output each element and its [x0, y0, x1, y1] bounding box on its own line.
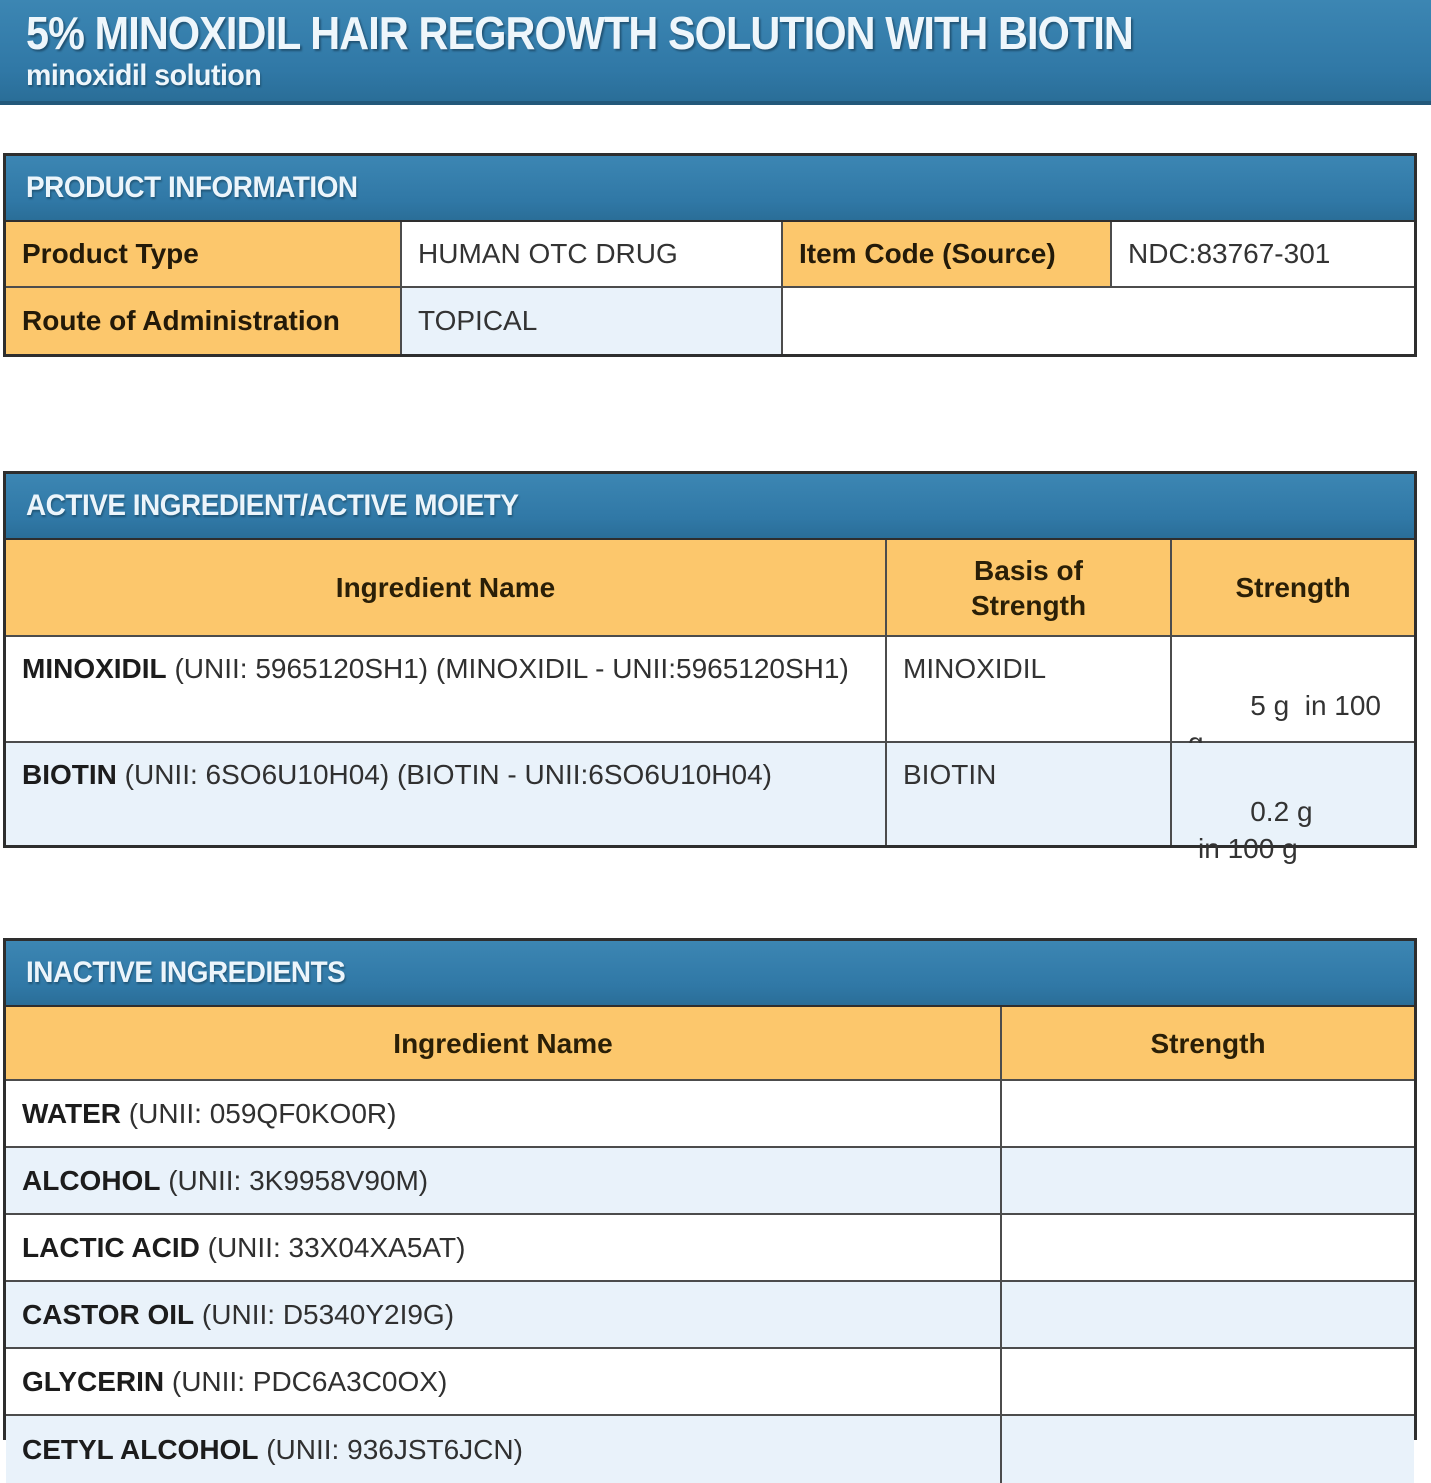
ingredient-detail: (UNII: 6SO6U10H04) (BIOTIN - UNII:6SO6U10H04)	[116, 759, 772, 790]
ingredient-name-cell	[6, 637, 887, 743]
column-header-ingredient-name: Ingredient Name	[6, 1007, 1002, 1081]
strength-cell	[1002, 1215, 1414, 1282]
ingredient-detail: (UNII: 3K9958V90M)	[160, 1164, 429, 1196]
inactive-ingredients-table	[3, 938, 1417, 1465]
strength-cell	[1002, 1416, 1414, 1483]
ingredient-name-cell	[6, 1416, 1002, 1483]
page-title: 5% MINOXIDIL HAIR REGROWTH SOLUTION WITH BIOTIN	[26, 7, 1133, 59]
product-information-table	[3, 153, 1417, 357]
ingredient-name: ALCOHOL	[22, 1164, 161, 1196]
route-of-administration-label: Route of Administration	[6, 288, 402, 354]
ingredient-detail: (UNII: D5340Y2I9G)	[194, 1298, 455, 1330]
ingredient-name: LACTIC ACID	[22, 1231, 200, 1263]
item-code-label: Item Code (Source)	[783, 222, 1112, 288]
product-information-empty-cell	[783, 288, 1414, 354]
inactive-ingredients-grid	[6, 1007, 1414, 1483]
strength-value-line2: in 100 g	[1198, 832, 1298, 864]
strength-cell	[1172, 743, 1414, 864]
ingredient-detail: (UNII: 059QF0KO0R)	[121, 1097, 397, 1129]
ingredient-name: CASTOR OIL	[22, 1298, 195, 1330]
product-information-grid	[6, 222, 1414, 354]
column-header-basis-of-strength: Basis of Strength	[887, 540, 1172, 637]
active-ingredient-table	[3, 471, 1417, 864]
strength-cell	[1002, 1148, 1414, 1215]
page-subtitle: minoxidil solution	[26, 59, 262, 93]
column-header-strength: Strength	[1002, 1007, 1414, 1081]
ingredient-name: CETYL ALCOHOL	[22, 1433, 259, 1465]
title-banner	[0, 0, 1431, 105]
product-information-header	[6, 156, 1414, 222]
basis-of-strength-cell: BIOTIN	[887, 743, 1172, 845]
ingredient-detail: (UNII: 33X04XA5AT)	[199, 1231, 466, 1263]
route-of-administration-value: TOPICAL	[402, 288, 783, 354]
ingredient-name-cell	[6, 743, 887, 845]
ingredient-name-cell	[6, 1349, 1002, 1416]
product-information-title: PRODUCT INFORMATION	[26, 171, 358, 204]
ingredient-name: MINOXIDIL	[22, 653, 167, 684]
ingredient-name: WATER	[22, 1097, 122, 1129]
strength-cell	[1002, 1081, 1414, 1148]
ingredient-detail: (UNII: 5965120SH1) (MINOXIDIL - UNII:5965120SH1)	[166, 653, 849, 684]
ingredient-name: BIOTIN	[22, 759, 117, 790]
ingredient-name-cell	[6, 1148, 1002, 1215]
inactive-ingredients-header	[6, 941, 1414, 1007]
strength-value: 5 g in 100	[1250, 689, 1382, 721]
product-type-label: Product Type	[6, 222, 402, 288]
ingredient-name: GLYCERIN	[22, 1365, 165, 1397]
active-ingredient-grid	[6, 540, 1414, 864]
title-banner-inner	[0, 0, 1431, 93]
strength-cell	[1172, 637, 1414, 743]
strength-cell	[1002, 1349, 1414, 1416]
active-ingredient-header	[6, 474, 1414, 540]
inactive-ingredients-title: INACTIVE INGREDIENTS	[26, 956, 346, 989]
ingredient-detail: (UNII: PDC6A3C0OX)	[164, 1365, 448, 1397]
ingredient-detail: (UNII: 936JST6JCN)	[258, 1433, 523, 1465]
product-type-value: HUMAN OTC DRUG	[402, 222, 783, 288]
item-code-value: NDC:83767-301	[1112, 222, 1414, 288]
strength-cell	[1002, 1282, 1414, 1349]
ingredient-name-cell	[6, 1282, 1002, 1349]
ingredient-name-cell	[6, 1081, 1002, 1148]
ingredient-name-cell	[6, 1215, 1002, 1282]
active-ingredient-title: ACTIVE INGREDIENT/ACTIVE MOIETY	[26, 489, 519, 522]
column-header-ingredient-name: Ingredient Name	[6, 540, 887, 637]
column-header-strength: Strength	[1172, 540, 1414, 637]
basis-of-strength-cell: MINOXIDIL	[887, 637, 1172, 743]
strength-value: 0.2 g	[1250, 795, 1313, 827]
